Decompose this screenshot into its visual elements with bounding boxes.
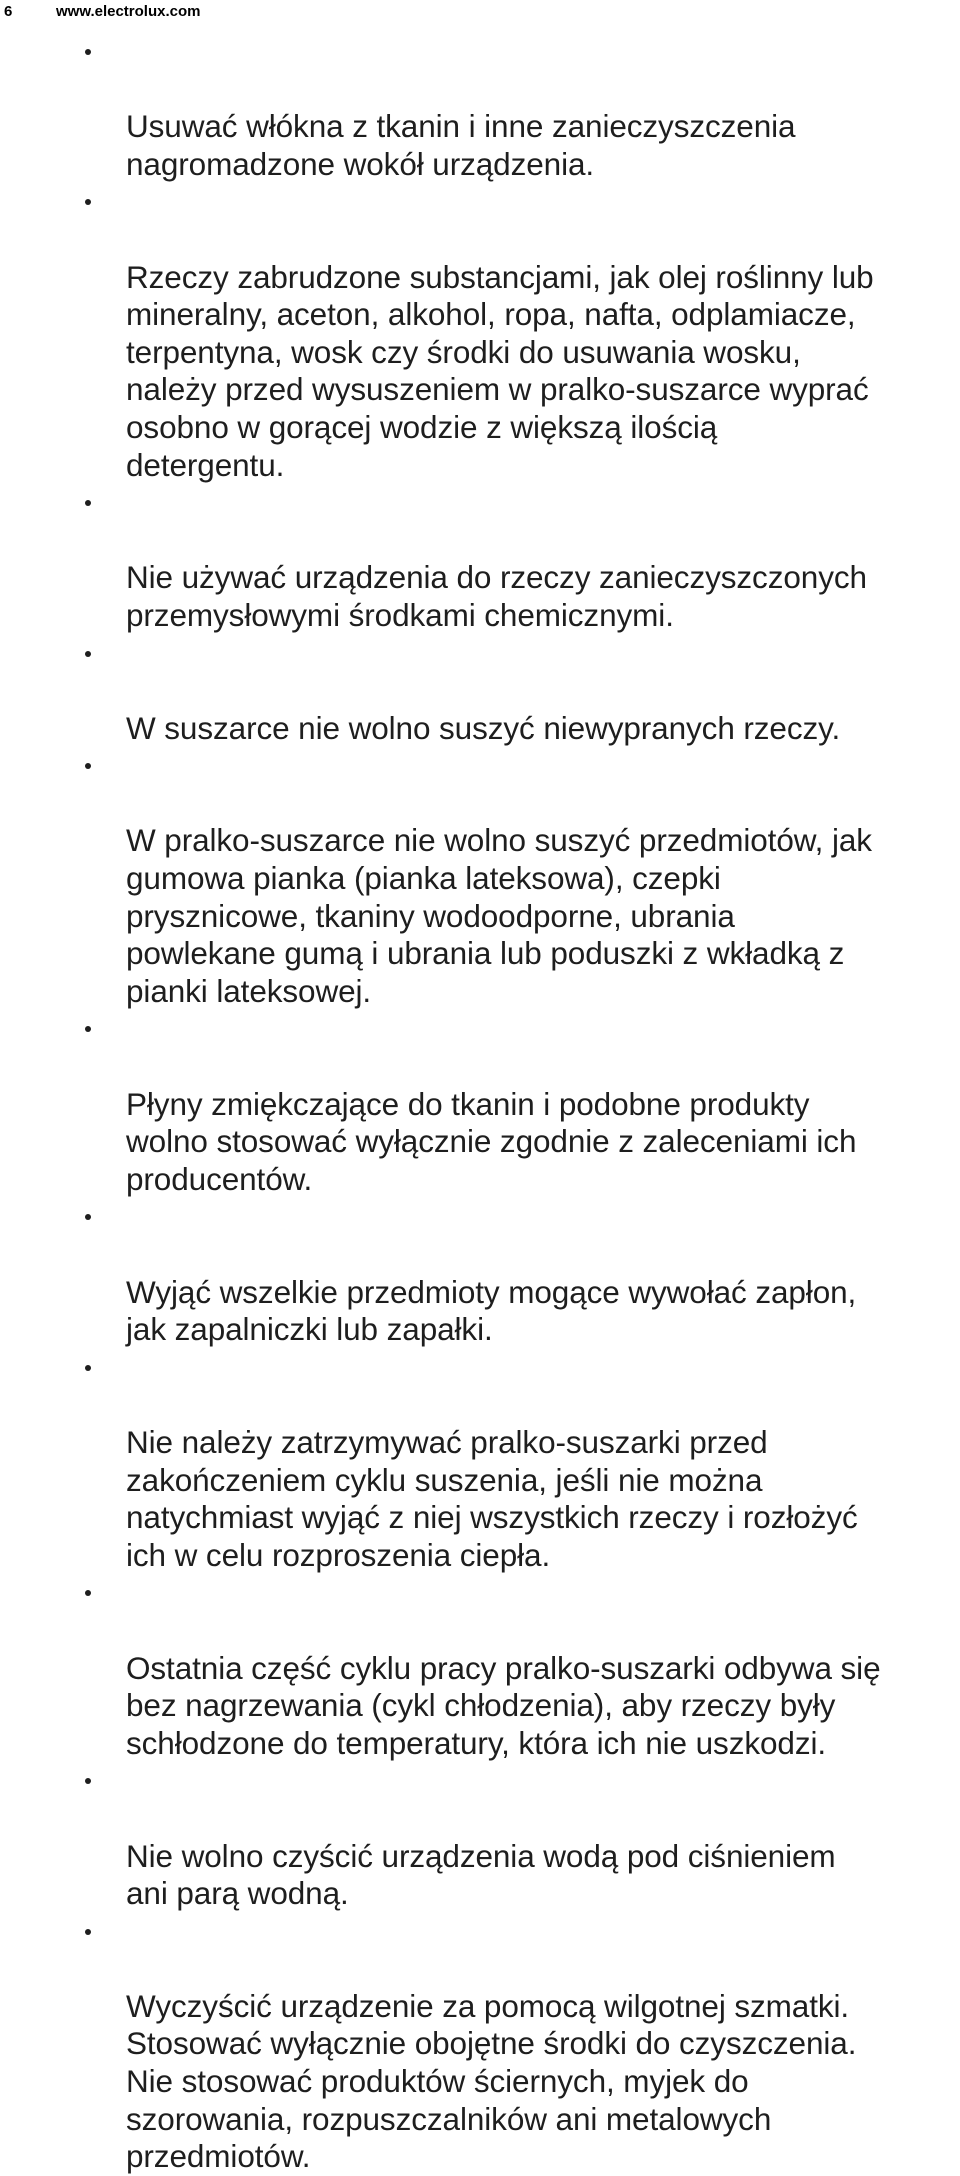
list-item (0, 1913, 960, 2176)
list-item (0, 635, 960, 748)
page-number: 6 (4, 2, 13, 20)
list-item-text: Usuwać włókna z tkanin i inne zanieczyszczenia nagromadzone wokół urządzenia. (126, 108, 796, 182)
list-item-text: Ostatnia część cyklu pracy pralko-suszarki odbywa się bez nagrzewania (cykl chłodzenia), aby rzeczy były schłodzone do temperatury, która ich nie uszkodzi. (126, 1649, 881, 1761)
bullet-icon (85, 500, 91, 506)
list-item (0, 33, 960, 183)
list-item (0, 1198, 960, 1348)
list-item-text: W suszarce nie wolno suszyć niewypranych rzeczy. (126, 709, 841, 746)
bullet-icon (85, 1026, 91, 1032)
bullet-icon (85, 1778, 91, 1784)
bullet-icon (85, 651, 91, 657)
list-item (0, 747, 960, 1010)
list-item (0, 1010, 960, 1198)
list-item-text: W pralko-suszarce nie wolno suszyć przedmiotów, jak gumowa pianka (pianka lateksowa), czepki prysznicowe, tkaniny wodoodporne, ubrania powlekane gumą i ubrania lub poduszki z wkładką z pianki lateksowej. (126, 822, 872, 1009)
list-item-text: Rzeczy zabrudzone substancjami, jak olej roślinny lub mineralny, aceton, alkohol, ropa, nafta, odplamiacze, terpentyna, wosk czy środki do usuwania wosku, należy przed wysuszeniem w pralko-suszarce wyprać osobno w gorącej wodzie z większą ilością detergentu. (126, 258, 874, 483)
list-item (0, 183, 960, 484)
list-item (0, 484, 960, 634)
list-item-text: Płyny zmiękczające do tkanin i podobne produkty wolno stosować wyłącznie zgodnie z zaleceniami ich producentów. (126, 1085, 857, 1197)
list-item-text: Nie używać urządzenia do rzeczy zanieczyszczonych przemysłowymi środkami chemicznymi. (126, 559, 867, 633)
bullet-icon (85, 1214, 91, 1220)
list-item-text: Nie należy zatrzymywać pralko-suszarki przed zakończeniem cyklu suszenia, jeśli nie można natychmiast wyjąć z niej wszystkich rzeczy i rozłożyć ich w celu rozproszenia ciepła. (126, 1423, 858, 1573)
site-url: www.electrolux.com (56, 2, 201, 20)
list-item (0, 1349, 960, 1575)
list-item (0, 1762, 960, 1912)
bullet-icon (85, 1590, 91, 1596)
bullet-icon (85, 1365, 91, 1371)
bullet-icon (85, 199, 91, 205)
bullet-icon (85, 49, 91, 55)
safety-bullet-list (0, 33, 960, 2176)
bullet-icon (85, 1929, 91, 1935)
list-item (0, 1574, 960, 1762)
list-item-text: Wyczyścić urządzenie za pomocą wilgotnej szmatki. Stosować wyłącznie obojętne środki do czyszczenia. Nie stosować produktów ściernych, myjek do szorowania, rozpuszczalników ani metalowych przedmiotów. (126, 1987, 857, 2175)
list-item-text: Nie wolno czyścić urządzenia wodą pod ciśnieniem ani parą wodną. (126, 1837, 836, 1912)
list-item-text: Wyjąć wszelkie przedmioty mogące wywołać zapłon, jak zapalniczki lub zapałki. (126, 1273, 857, 1348)
bullet-icon (85, 763, 91, 769)
page-header (0, 0, 201, 22)
